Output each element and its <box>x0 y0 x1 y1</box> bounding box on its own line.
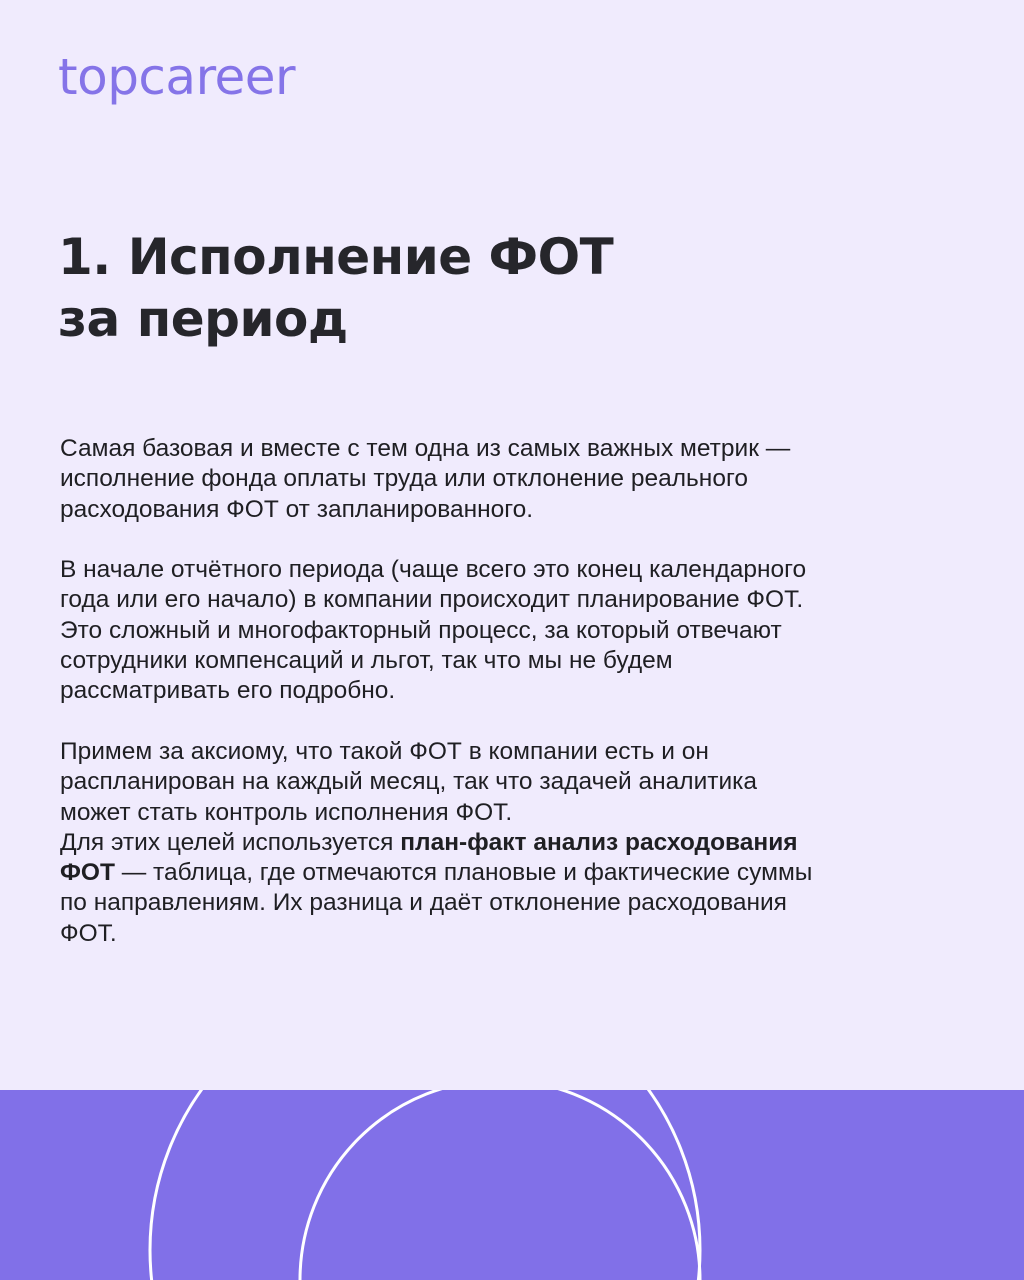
text-line: В начале отчётного периода (чаще всего это конец календарного <box>60 556 807 584</box>
text-line: сотрудники компенсаций и льгот, так что мы не будем <box>60 647 673 675</box>
bold-term: ФОТ <box>60 859 115 887</box>
text-line: расходования ФОТ от запланированного. <box>60 495 534 523</box>
text-line: Самая базовая и вместе с тем одна из самых важных метрик — <box>60 435 791 462</box>
text-line: может стать контроль исполнения ФОТ. <box>60 798 513 826</box>
text-line: — таблица, где отмечаются плановые и фактические суммы <box>114 859 813 887</box>
decorative-circles <box>0 1090 1024 1280</box>
title-line-2: за период <box>58 290 348 348</box>
article-body <box>60 434 960 949</box>
page-title <box>58 226 958 350</box>
brand-logo: topcareer <box>58 48 296 106</box>
paragraph-planning <box>60 555 960 706</box>
text-line: исполнение фонда оплаты труда или отклонение реального <box>60 465 748 493</box>
text-line: года или его начало) в компании происходит планирование ФОТ. <box>60 586 804 614</box>
decorative-footer-band <box>0 1090 1024 1280</box>
text-line: рассматривать его подробно. <box>60 677 396 705</box>
text-line: Это сложный и многофакторный процесс, за который отвечают <box>60 616 782 644</box>
text-line: Примем за аксиому, что такой ФОТ в компании есть и он <box>60 737 709 765</box>
text-line: Для этих целей используется <box>60 828 401 856</box>
paragraph-plan-fact <box>60 737 960 949</box>
text-line: распланирован на каждый месяц, так что задачей аналитика <box>60 768 758 796</box>
bold-term: план-факт анализ расходования <box>400 828 798 856</box>
title-line-1: 1. Исполнение ФОТ <box>58 228 614 286</box>
text-line: по направлениям. Их разница и даёт отклонение расходования <box>60 889 787 917</box>
text-line: ФОТ. <box>60 919 117 947</box>
paragraph-intro <box>60 434 960 525</box>
decorative-circle-right <box>300 1090 700 1280</box>
